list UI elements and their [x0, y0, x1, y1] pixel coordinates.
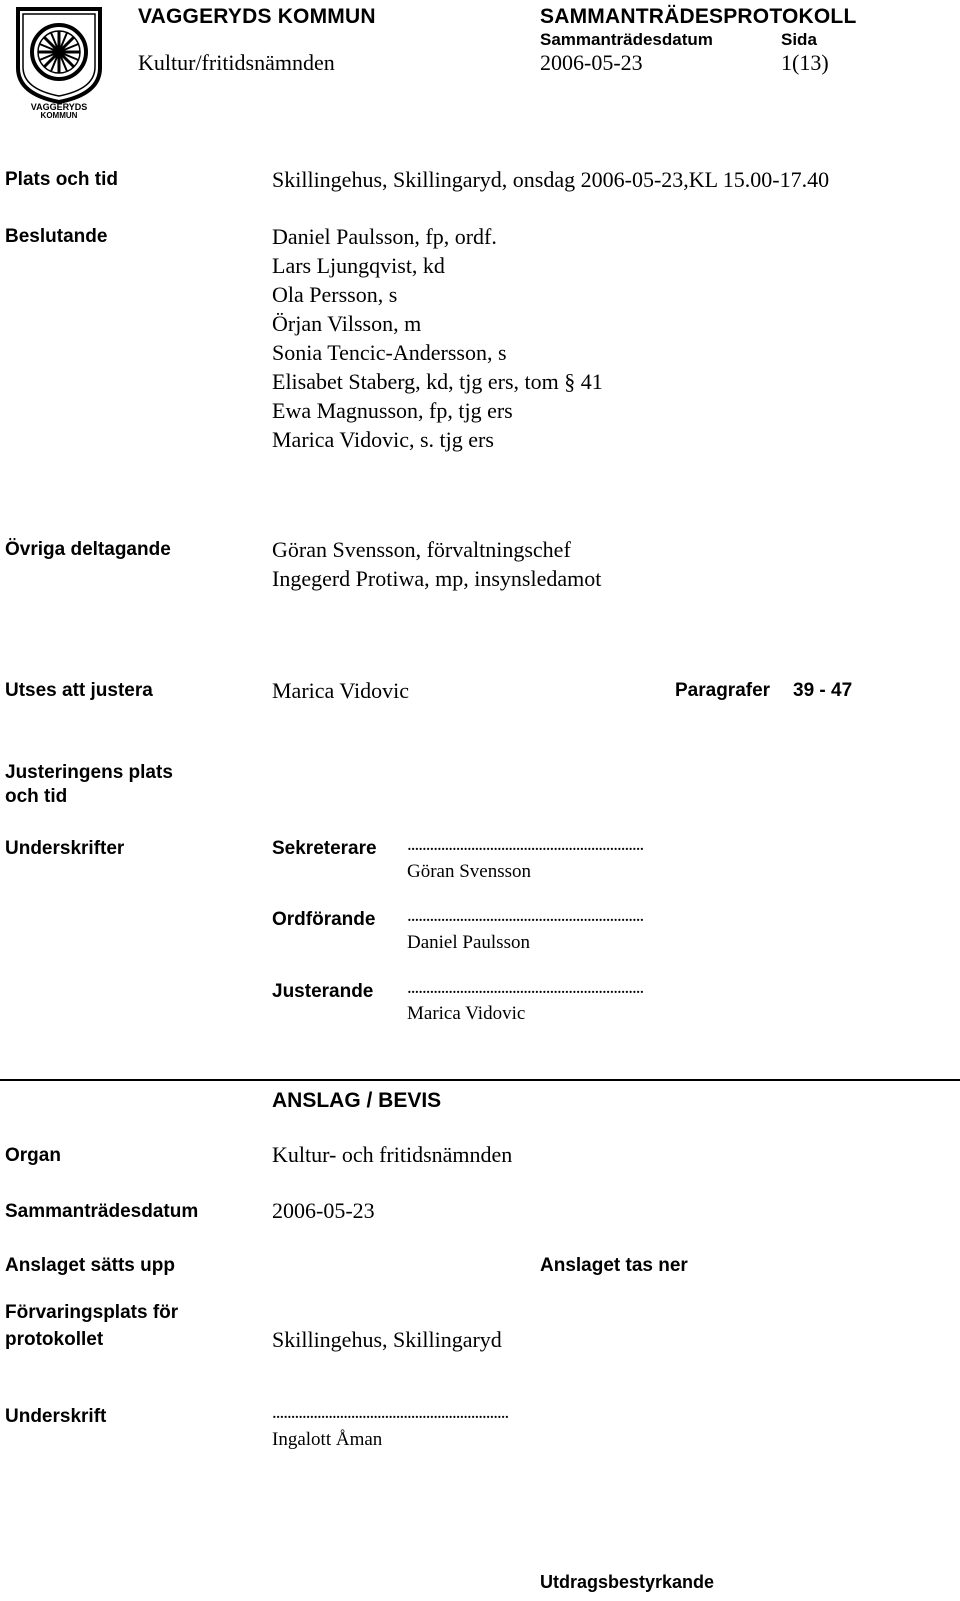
- storage-label-line1: Förvaringsplats för: [5, 1302, 179, 1323]
- signature-role-adjuster: Justerande: [272, 981, 374, 1002]
- notice-signature-name: Ingalott Åman: [272, 1429, 383, 1450]
- signature-name: Daniel Paulsson: [407, 932, 530, 953]
- signature-name: Göran Svensson: [407, 861, 532, 882]
- decider-item: Marica Vidovic, s. tjg ers: [272, 427, 494, 452]
- header-page-value: 1(13): [781, 50, 829, 75]
- section-divider: [0, 1079, 960, 1081]
- certification-label: Utdragsbestyrkande: [540, 1572, 715, 1592]
- adjuster-value: Marica Vidovic: [272, 678, 409, 703]
- posted-label: Anslaget sätts upp: [5, 1255, 175, 1276]
- place-value: Skillingehus, Skillingaryd, onsdag 2006-05-23,KL 15.00-17.40: [272, 167, 830, 192]
- decider-item: Örjan Vilsson, m: [272, 311, 422, 336]
- deciders-list: [272, 222, 603, 454]
- decider-item: Sonia Tencic-Andersson, s: [272, 340, 507, 365]
- decider-item: Ola Persson, s: [272, 282, 398, 307]
- notice-date-label: Sammanträdesdatum: [5, 1201, 199, 1222]
- committee-name: Kultur/fritidsnämnden: [138, 50, 335, 75]
- storage-label-line2: protokollet: [5, 1329, 104, 1350]
- signature-role-chair: Ordförande: [272, 909, 376, 930]
- signature-name: Marica Vidovic: [407, 1003, 526, 1024]
- organ-label: Organ: [5, 1145, 61, 1166]
- header-page-label: Sida: [781, 30, 817, 49]
- notice-signature-label: Underskrift: [5, 1406, 107, 1427]
- place-label: Plats och tid: [5, 169, 118, 190]
- deciders-label: Beslutande: [5, 226, 108, 247]
- signatures-label: Underskrifter: [5, 838, 125, 859]
- municipality-name: VAGGERYDS KOMMUN: [138, 5, 376, 28]
- signature-role-secretary: Sekreterare: [272, 838, 377, 859]
- decider-item: Daniel Paulsson, fp, ordf.: [272, 224, 497, 249]
- organ-value: Kultur- och fritidsnämnden: [272, 1142, 513, 1167]
- paragraphs-value: 39 - 47: [793, 680, 853, 701]
- decider-item: Lars Ljungqvist, kd: [272, 253, 445, 278]
- others-label: Övriga deltagande: [5, 539, 171, 560]
- removed-label: Anslaget tas ner: [540, 1255, 688, 1276]
- header-date-value: 2006-05-23: [540, 50, 643, 75]
- header-date-label: Sammanträdesdatum: [540, 30, 713, 49]
- adjust-place-label-line1: Justeringens plats: [5, 762, 173, 783]
- other-participant-item: Göran Svensson, förvaltningschef: [272, 537, 571, 562]
- signature-line: ...............................................................: [272, 1402, 509, 1423]
- notice-title: ANSLAG / BEVIS: [272, 1089, 442, 1112]
- municipal-shield-wheel-icon: [14, 6, 106, 118]
- document-type: SAMMANTRÄDESPROTOKOLL: [540, 5, 857, 28]
- signature-line: ...............................................................: [407, 834, 644, 855]
- notice-date-value: 2006-05-23: [272, 1198, 375, 1223]
- logo-caption-line2: KOMMUN: [40, 111, 78, 118]
- signature-line: ...............................................................: [407, 905, 644, 926]
- other-participant-item: Ingegerd Protiwa, mp, insynsledamot: [272, 566, 602, 591]
- others-list: [272, 535, 601, 593]
- storage-value: Skillingehus, Skillingaryd: [272, 1327, 502, 1352]
- adjuster-label: Utses att justera: [5, 680, 153, 701]
- decider-item: Ewa Magnusson, fp, tjg ers: [272, 398, 513, 423]
- logo-caption-line1: VAGGERYDS: [30, 102, 88, 112]
- paragraphs-label: Paragrafer: [675, 680, 771, 701]
- decider-item: Elisabet Staberg, kd, tjg ers, tom § 41: [272, 369, 603, 394]
- adjust-place-label-line2: och tid: [5, 786, 68, 807]
- signature-line: ...............................................................: [407, 977, 644, 998]
- municipality-logo: [14, 6, 106, 118]
